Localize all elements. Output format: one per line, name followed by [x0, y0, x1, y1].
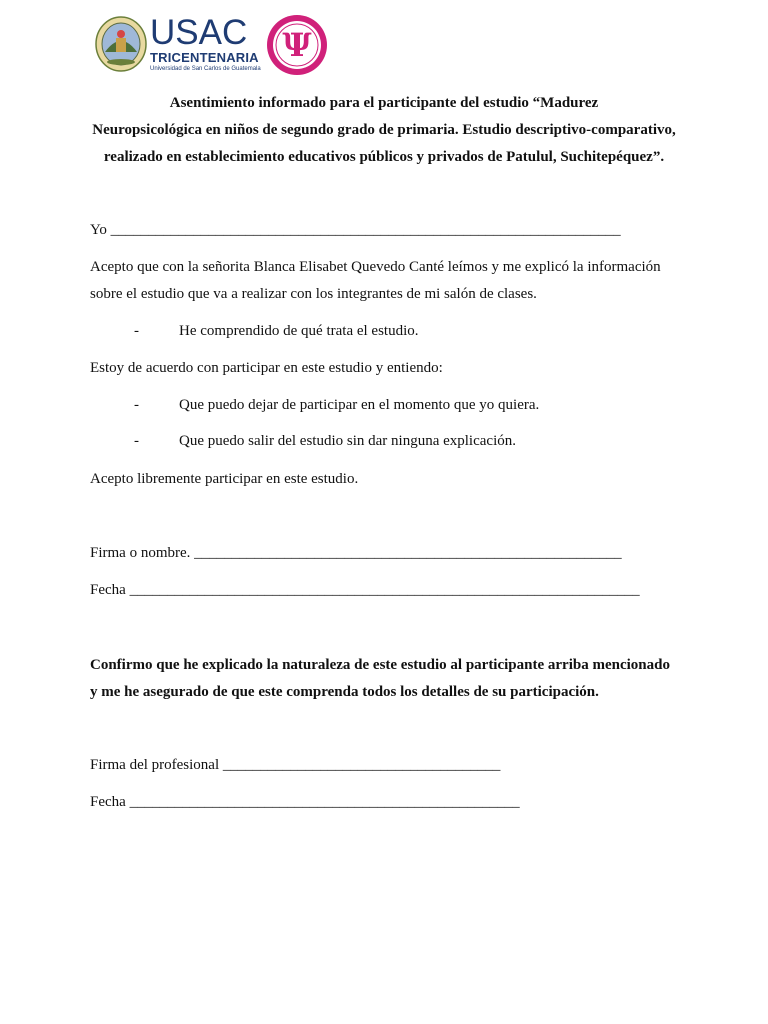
usac-logo-subtitle: TRICENTENARIA [150, 50, 259, 65]
bullet-comprendido: He comprendido de qué trata el estudio. [179, 323, 419, 339]
firma-nombre-line: Firma o nombre. _________________________________________________________ [90, 545, 622, 561]
acuerdo-text: Estoy de acuerdo con participar en este estudio y entiendo: [90, 360, 443, 376]
psychology-school-logo-icon [266, 14, 328, 76]
fecha-line: Fecha ____________________________________________________________________ [90, 582, 640, 598]
confirm-paragraph-line-1: Confirmo que he explicado la naturaleza de este estudio al participante arriba mencionado [90, 657, 670, 673]
fecha-profesional-line: Fecha ____________________________________________________ [90, 794, 520, 810]
confirm-paragraph-line-2: y me he asegurado de que este comprenda todos los detalles de su participación. [90, 684, 599, 700]
acepto-paragraph-line-2: sobre el estudio que va a realizar con los integrantes de mi salón de clases. [90, 286, 537, 302]
bullet-dash: - [134, 433, 139, 449]
bullet-dash: - [134, 323, 139, 339]
university-seal-icon [95, 16, 147, 72]
usac-logo-word: USAC [150, 13, 248, 52]
bullet-salir-estudio: Que puedo salir del estudio sin dar ninguna explicación. [179, 433, 516, 449]
bullet-dash: - [134, 397, 139, 413]
psi-symbol: Ψ [282, 26, 312, 64]
acepto-libremente-text: Acepto libremente participar en este estudio. [90, 471, 359, 487]
title-line-3: realizado en establecimiento educativos públicos y privados de Patulul, Suchitepéquez”. [103, 149, 665, 165]
bullet-dejar-participar: Que puedo dejar de participar en el momento que yo quiera. [179, 397, 540, 413]
yo-name-line: Yo ____________________________________________________________________ [90, 222, 621, 238]
usac-logo-university: Universidad de San Carlos de Guatemala [150, 66, 261, 72]
firma-profesional-line: Firma del profesional _____________________________________ [90, 757, 501, 773]
acepto-paragraph-line-1: Acepto que con la señorita Blanca Elisabet Quevedo Canté leímos y me explicó la información [90, 259, 661, 275]
title-line-2: Neuropsicológica en niños de segundo grado de primaria. Estudio descriptivo-comparativo, [92, 122, 676, 138]
usac-logo [150, 13, 262, 76]
title-line-1: Asentimiento informado para el participante del estudio “Madurez [169, 95, 599, 111]
